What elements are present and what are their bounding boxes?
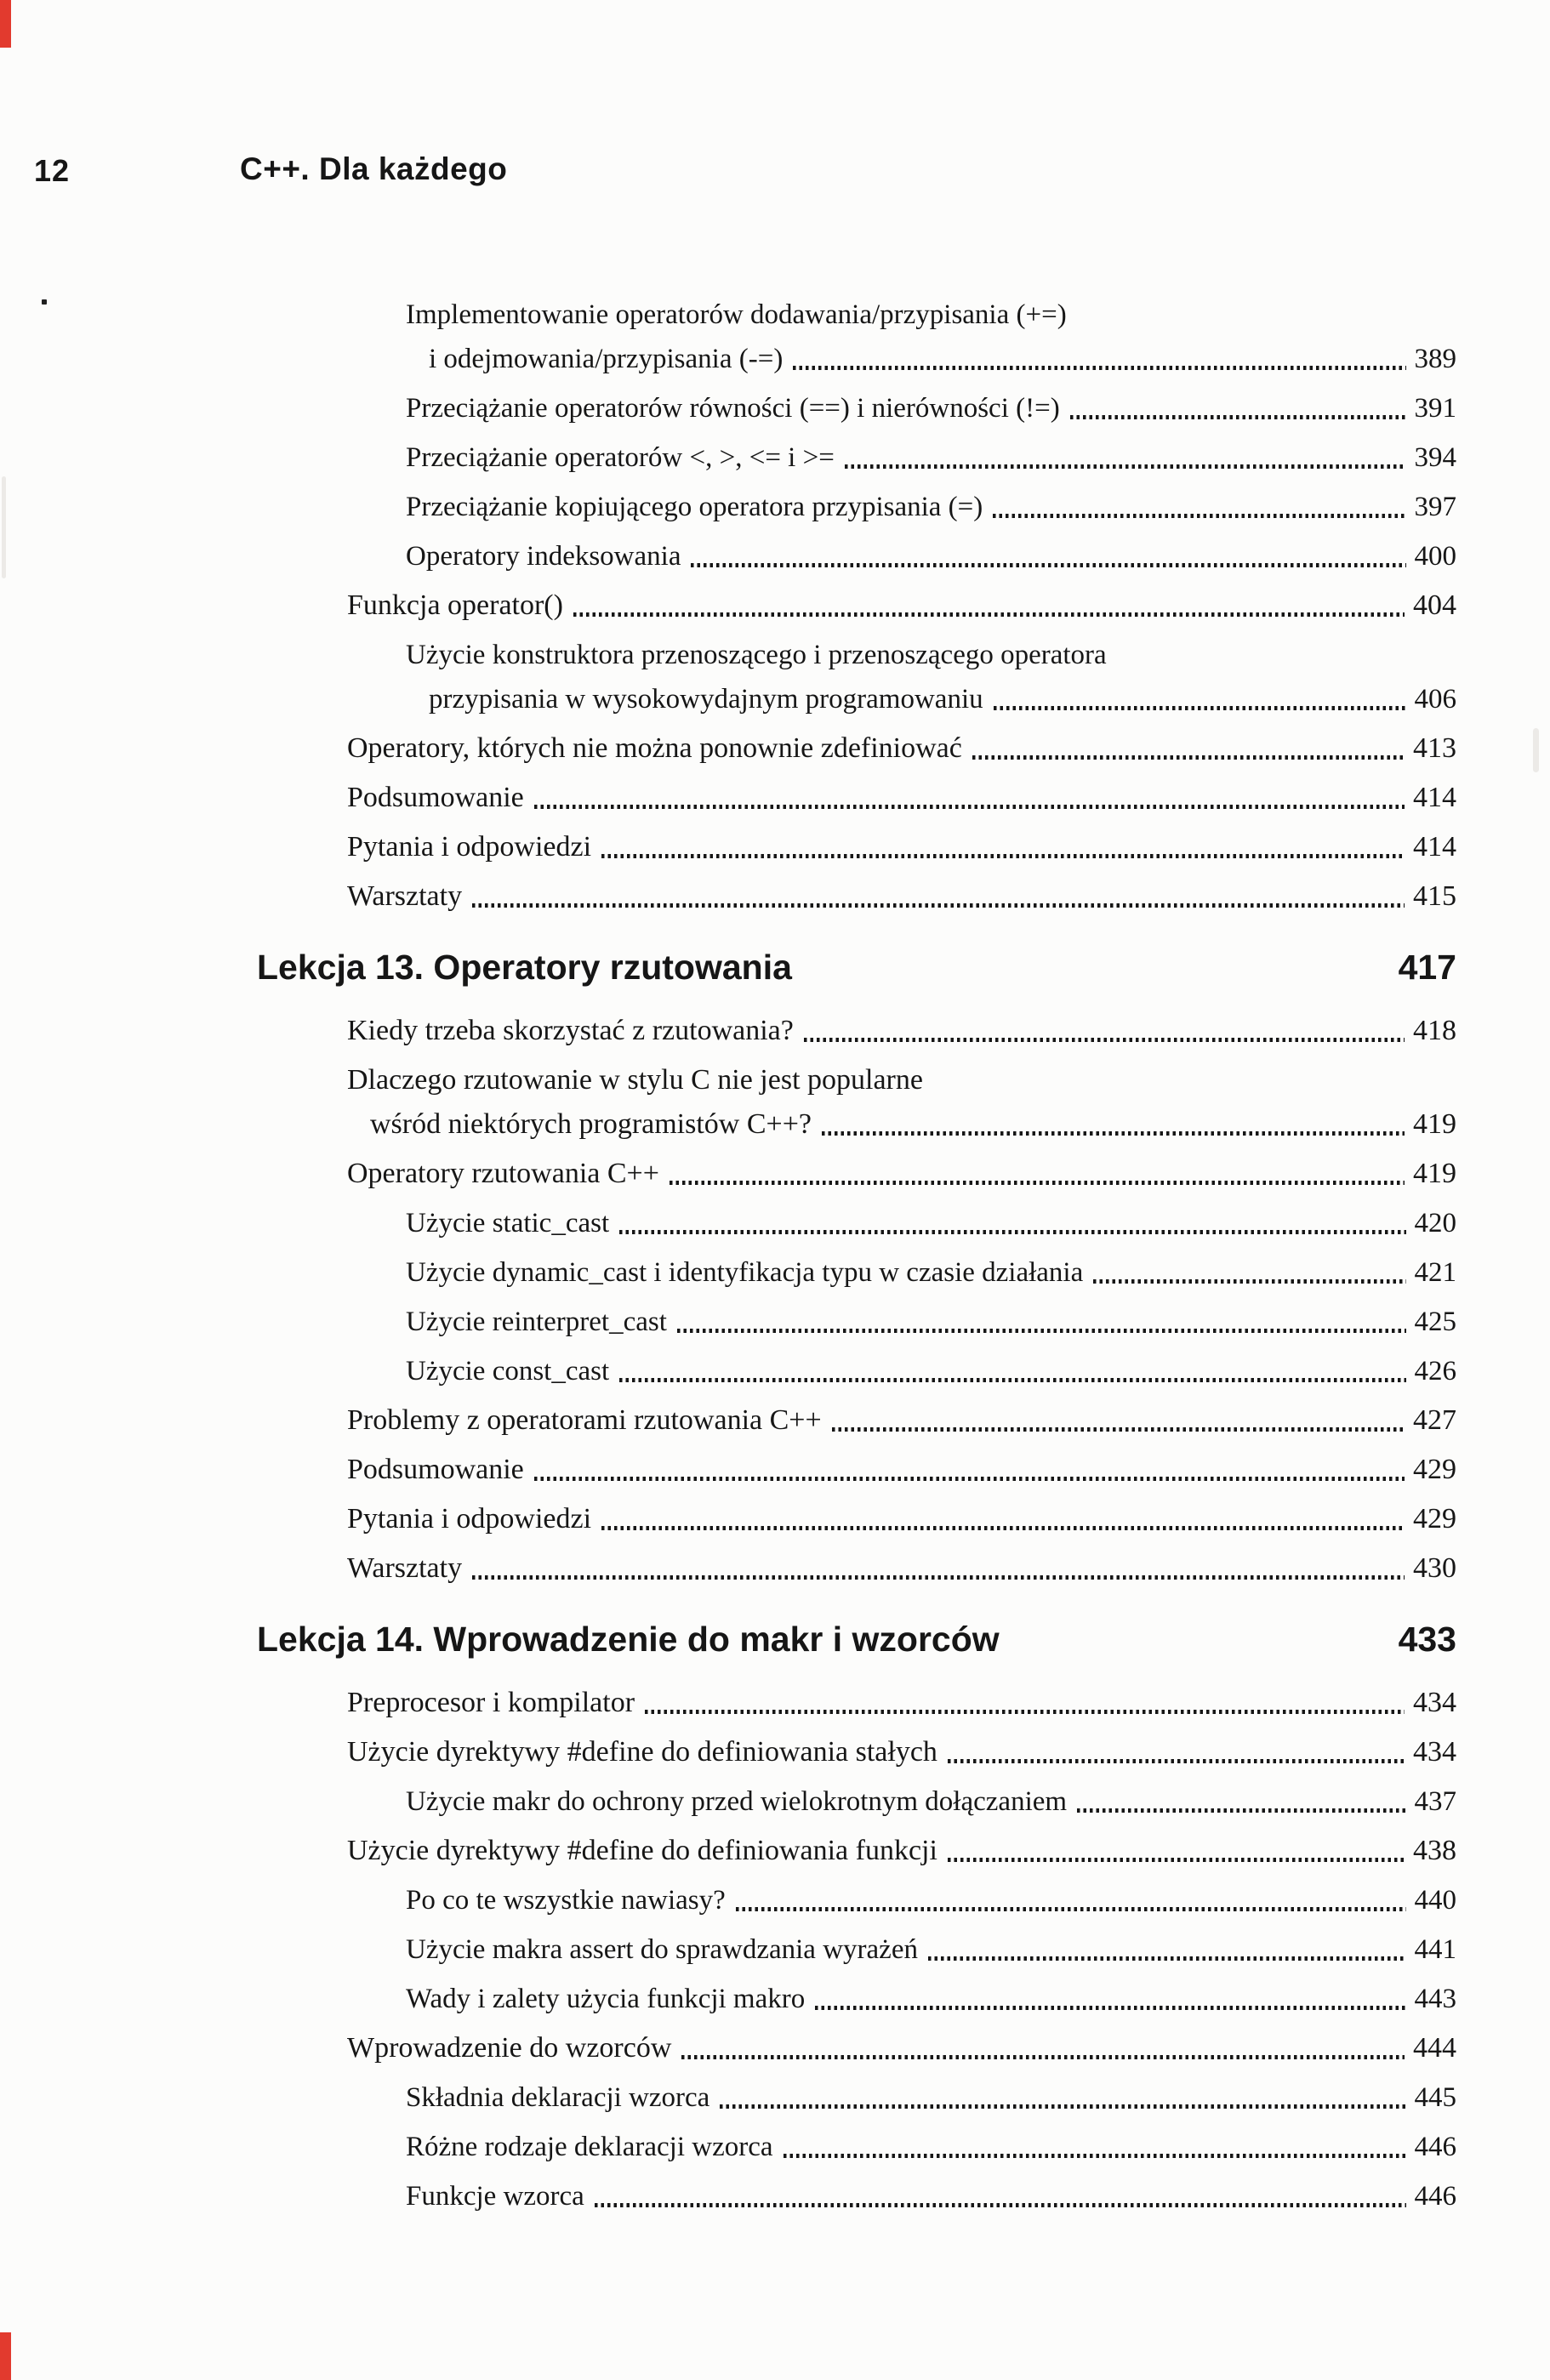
page-ref: 434: [1413, 1687, 1456, 1718]
dotted-leader: [573, 612, 1405, 617]
page-ref: 414: [1413, 831, 1456, 863]
page-ref: 415: [1413, 880, 1456, 912]
entry-title: Kiedy trzeba skorzystać z rzutowania?: [347, 1015, 794, 1046]
toc-entry: [347, 584, 1456, 628]
page-ref: 425: [1414, 1307, 1456, 1337]
entry-title: Przeciążanie kopiującego operatora przypisania (=): [406, 492, 983, 522]
entry-title: Warsztaty: [347, 1552, 463, 1584]
dotted-leader: [948, 1759, 1405, 1763]
entry-title: Implementowanie operatorów dodawania/przypisania (+=): [406, 299, 1067, 330]
entry-title: wśród niektórych programistów C++?: [370, 1108, 812, 1140]
page-ref: 444: [1413, 2032, 1456, 2064]
entry-title: Przeciążanie operatorów <, >, <= i >=: [406, 442, 835, 473]
entry-title: Problemy z operatorami rzutowania C++: [347, 1404, 822, 1436]
toc-entry: [347, 1730, 1456, 1774]
dotted-leader: [601, 854, 1405, 858]
entry-title: Pytania i odpowiedzi: [347, 831, 592, 863]
toc-entry: [406, 1250, 1456, 1295]
page-ref: 417: [1398, 948, 1456, 987]
dotted-leader: [784, 2154, 1406, 2158]
page-number: 12: [34, 153, 71, 188]
dotted-leader: [595, 2203, 1406, 2207]
toc-entry: [406, 293, 1456, 381]
toc-entry: [347, 726, 1456, 771]
dotted-leader: [815, 2006, 1405, 2010]
entry-title: i odejmowania/przypisania (-=): [429, 344, 784, 374]
page-ref: 419: [1413, 1108, 1456, 1140]
entry-title: Pytania i odpowiedzi: [347, 1503, 592, 1534]
page-ref: 397: [1414, 492, 1456, 522]
dotted-leader: [972, 755, 1405, 760]
dotted-leader: [928, 1956, 1406, 1961]
dotted-leader: [845, 464, 1406, 469]
page-ref: 446: [1414, 2181, 1456, 2212]
page-ref: 437: [1414, 1786, 1456, 1817]
page-ref: 438: [1413, 1835, 1456, 1866]
entry-title: Podsumowanie: [347, 1454, 524, 1485]
page-ref: 429: [1413, 1503, 1456, 1534]
toc-entry: [406, 1300, 1456, 1344]
toc-entry: [347, 776, 1456, 820]
toc-entry: [406, 2125, 1456, 2169]
toc-entry: [406, 1878, 1456, 1922]
toc-entry: [406, 386, 1456, 430]
dotted-leader: [691, 563, 1405, 567]
dotted-leader: [1077, 1808, 1405, 1813]
dotted-leader: [534, 1477, 1405, 1481]
toc-entry: [347, 874, 1456, 919]
entry-title: Operatory, których nie można ponownie zdefiniować: [347, 732, 962, 764]
toc-entry: [406, 633, 1456, 721]
toc-entry: [347, 1448, 1456, 1492]
page-ref: 433: [1398, 1620, 1456, 1659]
dotted-leader: [720, 2104, 1405, 2109]
entry-title: Po co te wszystkie nawiasy?: [406, 1885, 726, 1916]
page-ref: 418: [1413, 1015, 1456, 1046]
page-ref: 446: [1414, 2132, 1456, 2162]
page-ref: 421: [1414, 1257, 1456, 1288]
scan-mark-red-bottom-left: [0, 2332, 11, 2380]
dotted-leader: [601, 1526, 1405, 1530]
toc-entry: [406, 436, 1456, 480]
toc-chapter-heading: [257, 1614, 1456, 1664]
entry-title: Użycie dyrektywy #define do definiowania stałych: [347, 1736, 937, 1768]
page-ref: 419: [1413, 1158, 1456, 1189]
dotted-leader: [793, 366, 1405, 370]
entry-title: Funkcje wzorca: [406, 2181, 584, 2212]
dotted-leader: [948, 1858, 1405, 1862]
entry-title: Składnia deklaracji wzorca: [406, 2082, 710, 2113]
entry-title: Użycie dyrektywy #define do definiowania funkcji: [347, 1835, 937, 1866]
page-ref: 434: [1413, 1736, 1456, 1768]
entry-title: Użycie dynamic_cast i identyfikacja typu w czasie działania: [406, 1257, 1084, 1288]
dotted-leader: [736, 1907, 1406, 1911]
entry-title: Użycie makr do ochrony przed wielokrotnym dołączaniem: [406, 1786, 1068, 1817]
toc-entry: [347, 1058, 1456, 1147]
dotted-leader: [1093, 1279, 1405, 1284]
entry-title: Użycie konstruktora przenoszącego i przenoszącego operatora: [406, 640, 1107, 670]
dotted-leader: [472, 1575, 1405, 1580]
entry-title: Użycie makra assert do sprawdzania wyrażeń: [406, 1934, 918, 1965]
toc-entry: [406, 1201, 1456, 1245]
page-ref: 414: [1413, 782, 1456, 813]
page-ref: 406: [1414, 684, 1456, 715]
toc-entry: [406, 534, 1456, 578]
page-ref: 430: [1413, 1552, 1456, 1584]
toc-entry: [406, 2174, 1456, 2218]
page-ref: 389: [1414, 344, 1456, 374]
entry-title: przypisania w wysokowydajnym programowaniu: [429, 684, 983, 715]
entry-title: Użycie reinterpret_cast: [406, 1307, 667, 1337]
toc-entry: [347, 1829, 1456, 1873]
entry-title: Wprowadzenie do wzorców: [347, 2032, 672, 2064]
entry-title: Warsztaty: [347, 880, 463, 912]
toc: [0, 293, 1456, 2223]
page-ref: 426: [1414, 1356, 1456, 1386]
toc-chapter-heading: [257, 942, 1456, 992]
entry-title: Przeciążanie operatorów równości (==) i nierówności (!=): [406, 393, 1060, 424]
entry-title: Dlaczego rzutowanie w stylu C nie jest popularne: [347, 1064, 923, 1096]
dotted-leader: [619, 1378, 1405, 1382]
page-ref: 440: [1414, 1885, 1456, 1916]
toc-entry: [347, 825, 1456, 869]
dotted-leader: [832, 1427, 1405, 1432]
toc-entry: [347, 1009, 1456, 1053]
entry-title: Użycie static_cast: [406, 1208, 610, 1238]
page-ref: 391: [1414, 393, 1456, 424]
toc-entry: [406, 2075, 1456, 2120]
entry-title: Podsumowanie: [347, 782, 524, 813]
scan-smudge-right-edge: [1533, 728, 1539, 772]
page-ref: 441: [1414, 1934, 1456, 1965]
page-ref: 429: [1413, 1454, 1456, 1485]
toc-entry: [347, 1398, 1456, 1443]
entry-title: Funkcja operator(): [347, 589, 563, 621]
running-header-title: C++. Dla każdego: [240, 151, 508, 186]
toc-entry: [406, 1349, 1456, 1393]
entry-title: Operatory rzutowania C++: [347, 1158, 659, 1189]
entry-title: Operatory indeksowania: [406, 541, 681, 572]
scan-mark-red-top-left: [0, 0, 11, 48]
toc-entry: [347, 1152, 1456, 1196]
entry-title: Użycie const_cast: [406, 1356, 610, 1386]
page-ref: 420: [1414, 1208, 1456, 1238]
toc-entry: [347, 1681, 1456, 1725]
entry-title: Wady i zalety użycia funkcji makro: [406, 1984, 806, 2014]
dotted-leader: [677, 1329, 1406, 1333]
toc-entry: [406, 1779, 1456, 1824]
dotted-leader: [619, 1230, 1405, 1234]
toc-entry: [347, 1546, 1456, 1591]
entry-title: Preprocesor i kompilator: [347, 1687, 635, 1718]
chapter-title: Lekcja 13. Operatory rzutowania: [257, 948, 792, 987]
page-ref: 413: [1413, 732, 1456, 764]
toc-entry: [406, 1927, 1456, 1972]
chapter-title: Lekcja 14. Wprowadzenie do makr i wzorców: [257, 1620, 1000, 1659]
dotted-leader: [670, 1181, 1405, 1185]
dotted-leader: [645, 1710, 1405, 1714]
dotted-leader: [534, 805, 1405, 809]
toc-entry: [347, 2026, 1456, 2070]
dotted-leader: [1070, 415, 1406, 419]
dotted-leader: [472, 903, 1405, 908]
page-ref: 394: [1414, 442, 1456, 473]
toc-entry: [406, 485, 1456, 529]
page-ref: 427: [1413, 1404, 1456, 1436]
entry-title: Różne rodzaje deklaracji wzorca: [406, 2132, 773, 2162]
page-ref: 443: [1414, 1984, 1456, 2014]
dotted-leader: [822, 1131, 1405, 1136]
page-ref: 404: [1413, 589, 1456, 621]
dotted-leader: [681, 2055, 1405, 2059]
dotted-leader: [994, 706, 1406, 710]
page-ref: 445: [1414, 2082, 1456, 2113]
page-ref: 400: [1414, 541, 1456, 572]
toc-entry: [347, 1497, 1456, 1541]
toc-entry: [406, 1977, 1456, 2021]
dotted-leader: [804, 1038, 1405, 1042]
dotted-leader: [993, 514, 1405, 518]
